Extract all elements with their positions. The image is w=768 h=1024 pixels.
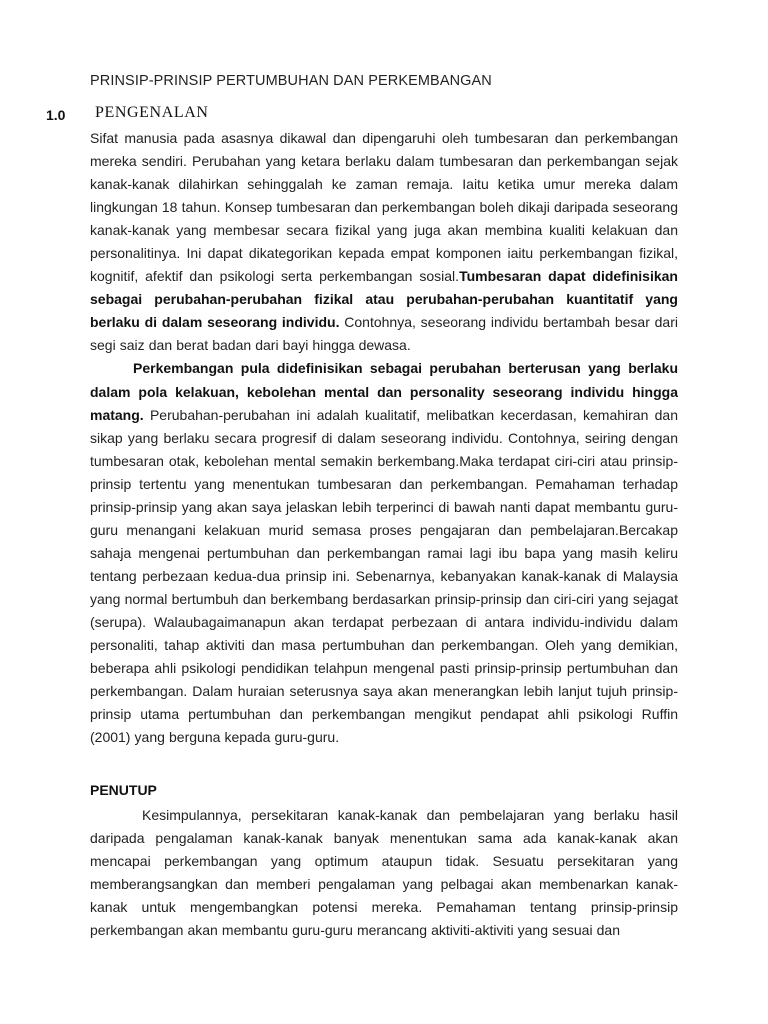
closing-heading: PENUTUP [90, 782, 157, 798]
definition-growth: Tumbesaran dapat didefinisikan sebagai perubahan-perubahan fizikal atau perubahan-perubahan kuantitatif yang berlaku di dalam seseorang individu. [90, 268, 678, 331]
paragraph-text: Perubahan-perubahan ini adalah kualitatif, melibatkan kecerdasan, kemahiran dan sikap yang berlaku secara progresif di dalam seseorang individu. Contohnya, seiring dengan tumbesaran otak, kebolehan mental semakin berkembang.Maka terdapat ciri-ciri atau prinsip-prinsip tertentu yang menentukan tumbesaran dan perkembangan. Pemahaman terhadap prinsip-prinsip yang akan saya jelaskan lebih terperinci di bawah nanti dapat membantu guru-guru menangani kelakuan murid semasa proses pengajaran dan pembelajaran.Bercakap sahaja mengenai pertumbuhan dan perkembangan ramai lagi ibu bapa yang masih keliru tentang perbezaan kedua-dua prinsip ini. Sebenarnya, kebanyakan kanak-kanak di Malaysia yang normal bertumbuh dan berkembang berdasarkan prinsip-prinsip dan ciri-ciri yang sejagat (serupa). Walaubagaimanapun akan terdapat perbezaan di antara individu-individu dalam personaliti, tahap aktiviti dan masa pertumbuhan dan perkembangan. Oleh yang demikian, beberapa ahli psikologi pendidikan telahpun mengenal pasti prinsip-prinsip pertumbuhan dan perkembangan. Dalam huraian seterusnya saya akan menerangkan lebih lanjut tujuh prinsip-prinsip utama pertumbuhan dan perkembangan mengikut pendapat ahli psikologi Ruffin (2001) yang berguna kepada guru-guru. [90, 406, 678, 746]
paragraph-introduction [90, 127, 678, 357]
section-number: 1.0 [46, 107, 66, 123]
paragraph-text: Sifat manusia pada asasnya dikawal dan dipengaruhi oleh tumbesaran dan perkembangan mereka sendiri. Perubahan yang ketara berlaku dalam tumbesaran dan perkembangan sejak kanak-kanak dilahirkan sehinggalah ke zaman remaja. Iaitu ketika umur mereka dalam lingkungan 18 tahun. Konsep tumbesaran dan perkembangan boleh dikaji daripada seseorang kanak-kanak yang membesar secara fizikal yang juga akan membina kualiti kelakuan dan personalitinya. Ini dapat dikategorikan kepada empat komponen iaitu perkembangan fizikal, kognitif, afektif dan psikologi serta perkembangan sosial. [90, 130, 678, 285]
definition-development: Perkembangan pula didefinisikan sebagai perubahan berterusan yang berlaku dalam pola kelakuan, kebolehan mental dan personality seseorang individu hingga matang. [90, 360, 678, 423]
document-title: PRINSIP-PRINSIP PERTUMBUHAN DAN PERKEMBANGAN [90, 73, 492, 89]
paragraph-closing: Kesimpulannya, persekitaran kanak-kanak dan pembelajaran yang berlaku hasil daripada pengalaman kanak-kanak banyak menentukan sama ada kanak-kanak akan mencapai perkembangan yang optimum ataupun tidak. Sesuatu persekitaran yang memberangsangkan dan memberi pengalaman yang pelbagai akan membenarkan kanak-kanak untuk mengembangkan potensi mereka. Pemahaman tentang prinsip-prinsip perkembangan akan membantu guru-guru merancang aktiviti-aktiviti yang sesuai dan [90, 807, 678, 939]
closing-block [90, 804, 678, 942]
introduction-block [90, 127, 678, 749]
section-heading: PENGENALAN [95, 104, 209, 121]
paragraph-text: Contohnya, seseorang individu bertambah besar dari segi saiz dan berat badan dari bayi hingga dewasa. [90, 314, 678, 354]
paragraph-development [90, 357, 678, 749]
